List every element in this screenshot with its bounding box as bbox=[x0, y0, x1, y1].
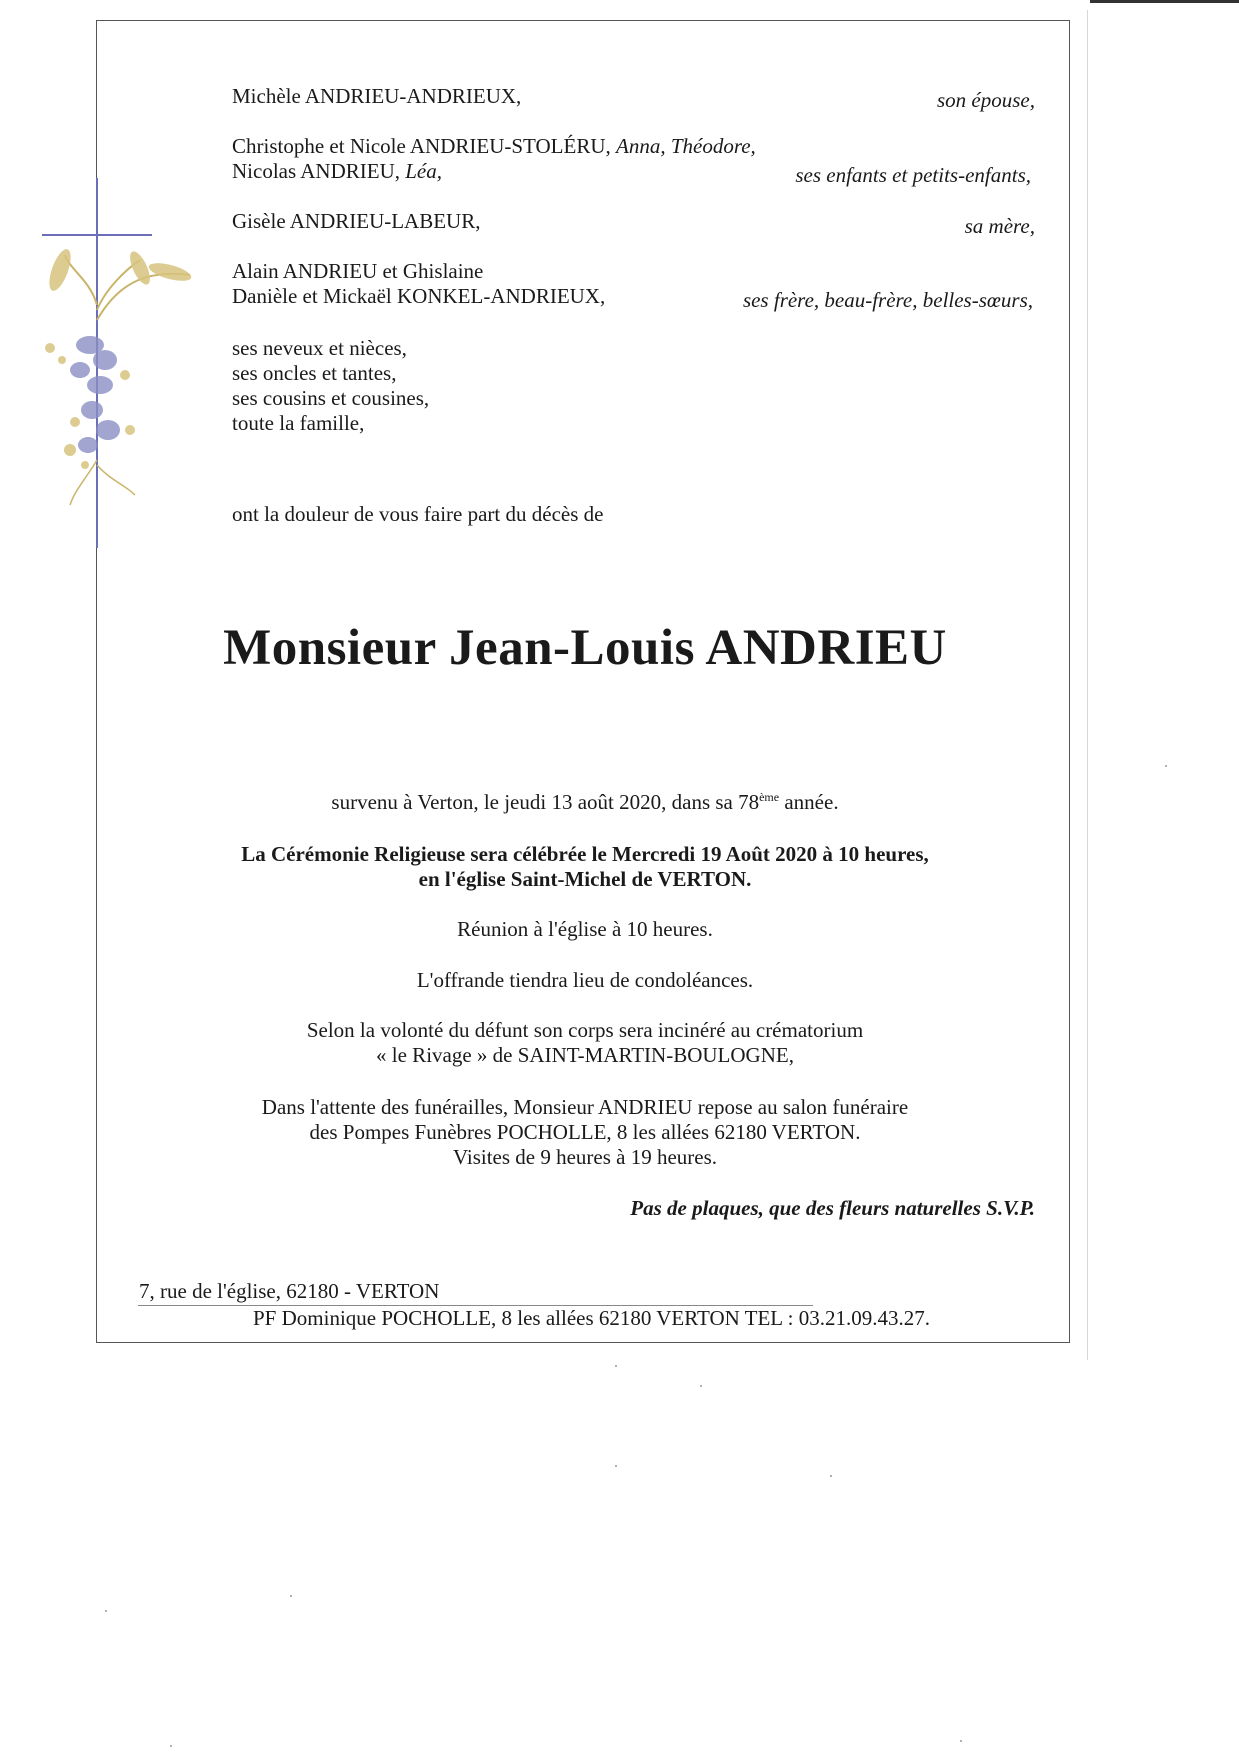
ceremony-line-2: en l'église Saint-Michel de VERTON. bbox=[418, 867, 752, 891]
relation-children: ses enfants et petits-enfants, bbox=[795, 163, 1031, 187]
scan-speck bbox=[830, 1475, 832, 1477]
address-line: 7, rue de l'église, 62180 - VERTON bbox=[139, 1279, 440, 1303]
scan-speck bbox=[960, 1740, 962, 1742]
family-line-children-2 bbox=[232, 159, 442, 184]
family-line-all: toute la famille, bbox=[232, 411, 365, 435]
family-children-names-2: Nicolas ANDRIEU, bbox=[232, 159, 406, 183]
scan-speck bbox=[700, 1385, 702, 1387]
cross-with-flowers-icon bbox=[30, 160, 210, 560]
family-grandchildren-names-1: Anna, Théodore, bbox=[616, 134, 756, 158]
funeral-home-line: PF Dominique POCHOLLE, 8 les allées 62180 VERTON TEL : 03.21.09.43.27. bbox=[253, 1306, 930, 1330]
family-line-uncles: ses oncles et tantes, bbox=[232, 361, 397, 385]
flowers-note: Pas de plaques, que des fleurs naturelles S.V.P. bbox=[630, 1196, 1035, 1220]
family-line-mother: Gisèle ANDRIEU-LABEUR, bbox=[232, 209, 481, 233]
ceremony-line-1: La Cérémonie Religieuse sera célébrée le Mercredi 19 Août 2020 à 10 heures, bbox=[241, 842, 929, 866]
death-line bbox=[100, 790, 1070, 815]
deceased-name: Monsieur Jean-Louis ANDRIEU bbox=[223, 620, 947, 676]
scan-speck bbox=[170, 1745, 172, 1747]
family-grandchildren-names-2: Léa, bbox=[405, 159, 442, 183]
family-line-nephews: ses neveux et nièces, bbox=[232, 336, 407, 360]
family-line-spouse: Michèle ANDRIEU-ANDRIEUX, bbox=[232, 84, 522, 108]
scan-speck bbox=[1165, 765, 1167, 767]
death-text: survenu à Verton, le jeudi 13 août 2020, dans sa 78 bbox=[331, 790, 760, 814]
relation-siblings: ses frère, beau-frère, belles-sœurs, bbox=[742, 288, 1033, 312]
family-line-siblings-1: Alain ANDRIEU et Ghislaine bbox=[232, 259, 484, 283]
meeting-line: Réunion à l'église à 10 heures. bbox=[457, 917, 713, 941]
relation-spouse: son épouse, bbox=[937, 88, 1035, 112]
family-line-siblings-2: Danièle et Mickaël KONKEL-ANDRIEUX, bbox=[232, 284, 606, 308]
scan-speck bbox=[615, 1365, 617, 1367]
death-superscript: ème bbox=[759, 790, 780, 804]
cremation-line-1: Selon la volonté du défunt son corps sera incinéré au crématorium bbox=[306, 1018, 864, 1042]
scan-edge-top bbox=[1090, 0, 1239, 3]
scan-speck bbox=[290, 1595, 292, 1597]
family-children-names-1: Christophe et Nicole ANDRIEU-STOLÉRU, bbox=[232, 134, 616, 158]
intro-line: ont la douleur de vous faire part du décès de bbox=[232, 502, 604, 526]
death-text-end: année. bbox=[779, 790, 839, 814]
offering-line: L'offrande tiendra lieu de condoléances. bbox=[416, 968, 754, 992]
cremation-line-2: « le Rivage » de SAINT-MARTIN-BOULOGNE, bbox=[376, 1043, 794, 1067]
viewing-line-1: Dans l'attente des funérailles, Monsieur ANDRIEU repose au salon funéraire bbox=[261, 1095, 909, 1119]
scan-speck bbox=[615, 1465, 617, 1467]
scan-speck bbox=[105, 1610, 107, 1612]
viewing-line-3: Visites de 9 heures à 19 heures. bbox=[452, 1145, 718, 1169]
relation-mother: sa mère, bbox=[964, 214, 1035, 238]
scan-edge-right bbox=[1087, 10, 1088, 1360]
family-line-cousins: ses cousins et cousines, bbox=[232, 386, 430, 410]
viewing-line-2: des Pompes Funèbres POCHOLLE, 8 les allées 62180 VERTON. bbox=[309, 1120, 861, 1144]
family-line-children-1 bbox=[232, 134, 756, 159]
